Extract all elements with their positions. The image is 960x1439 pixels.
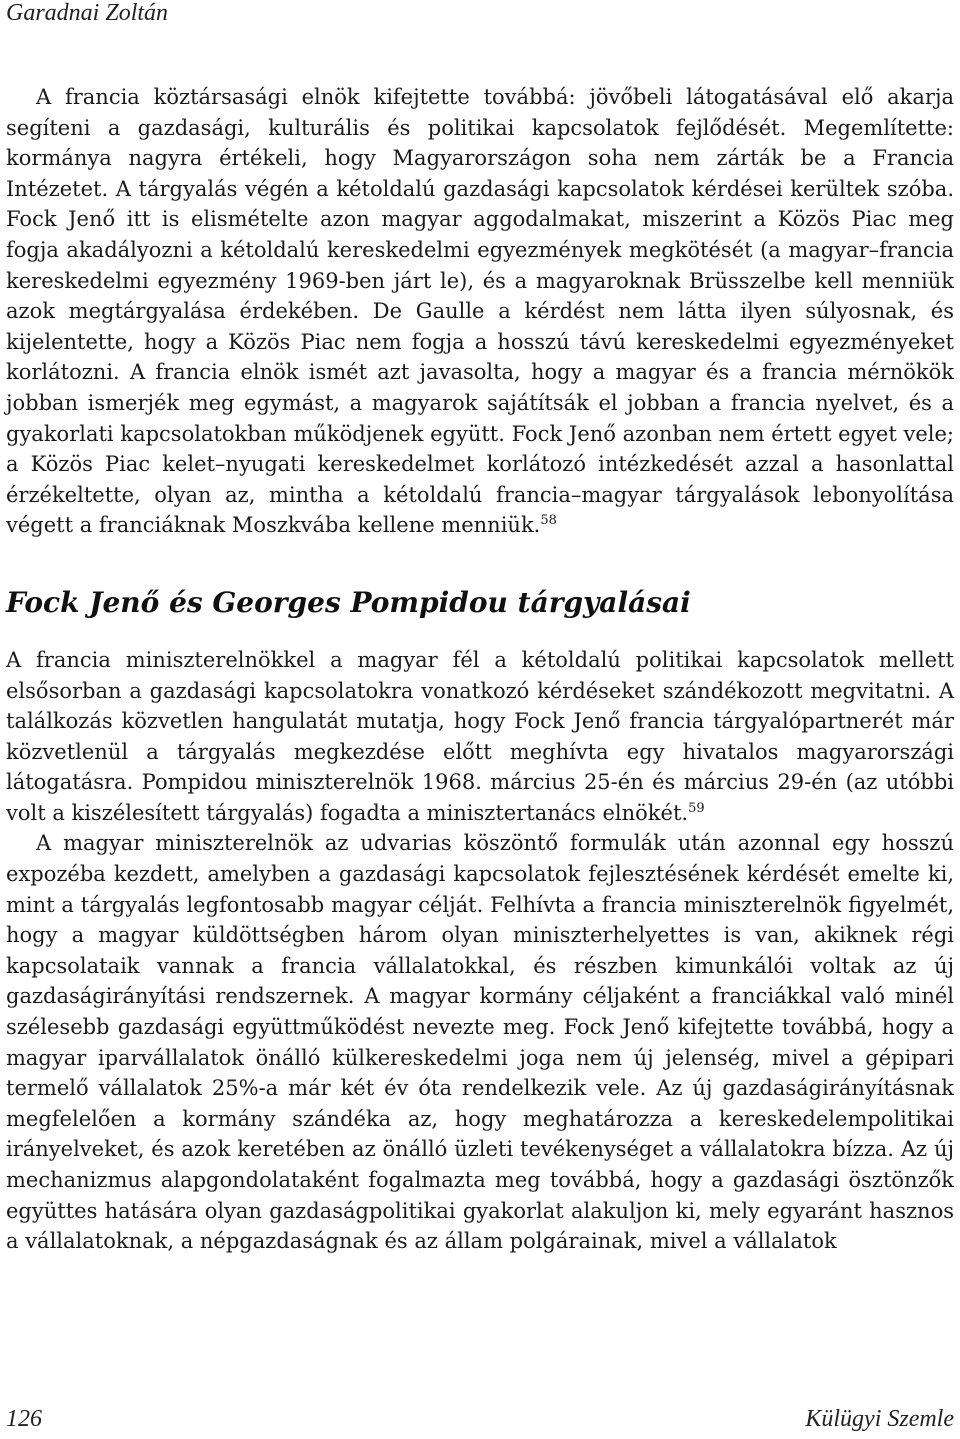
paragraph-text: A magyar miniszterelnök az udvarias köszöntő formulák után azonnal egy hosszú expozéba kezdett, amelyben a gazdasági kapcsolatok fejlesztésének kérdését emelte ki, mint a tárgyalás legfontosabb magyar célját. Felhívta a francia miniszterelnök figyelmét, hogy a magyar küldöttségben három olyan miniszterhelyettes is van, akiknek régi kapcsolataik vannak a francia vállalatokkal, és részben kimunkálói voltak az új gazdaságirányítási rendszernek. A magyar kormány céljaként a franciákkal való minél szélesebb gazdasági együttműködést nevezte meg. Fock Jenő kifejtette továbbá, hogy a magyar iparvállalatok önálló külkereskedelmi joga nem új jelenség, mivel a gépipari termelő vállalatok 25%-a már két év óta rendelkezik vele. Az új gazdaságirányításnak megfelelően a kormány szándéka az, hogy meghatározza a kereskedelempolitikai irányelveket, és azok keretében az önálló üzleti tevékenységet a vállalatokra bízza. Az új mechanizmus alapgondolataként fogalmazta meg továbbá, hogy a gazdasági ösztönzők együttes hatására olyan gazdaságpolitikai gyakorlat alakuljon ki, mely egyaránt hasznos a vállalatoknak, a népgazdaságnak és az állam polgárainak, mivel a vállalatok: [6, 831, 954, 1254]
running-head-author: Garadnai Zoltán: [6, 0, 169, 26]
paragraph-text: A francia köztársasági elnök kifejtette továbbá: jövőbeli látogatásával elő akarja segíteni a gazdasági, kulturális és politikai kapcsolatok fejlődését. Megemlítette: kormánya nagyra értékeli, hogy Magyarországon soha nem zárták be a Francia Intézetet. A tárgyalás végén a kétoldalú gazdasági kapcsolatok kérdései kerültek szóba. Fock Jenő itt is elismételte azon magyar aggodalmakat, miszerint a Közös Piac meg fogja akadályozni a kétoldalú kereskedelmi egyezmények megkötését (a magyar–francia kereskedelmi egyezmény 1969-ben járt le), és a magyaroknak Brüsszelbe kell menniük azok megtárgyalása érdekében. De Gaulle a kérdést nem látta ilyen súlyosnak, és kijelentette, hogy a Közös Piac nem fogja a hosszú távú kereskedelmi egyezményeket korlátozni. A francia elnök ismét azt javasolta, hogy a magyar és a francia mérnökök jobban ismerjék meg egymást, a magyarok sajátítsák el jobban a francia nyelvet, és a gyakorlati kapcsolatokban működjenek együtt. Fock Jenő azonban nem értett egyet vele; a Közös Piac kelet–nyugati kereskedelmet korlátozó intézkedését azzal a hasonlattal érzékeltette, olyan az, mintha a kétoldalú francia–magyar tárgyalások lebonyolítása végett a franciáknak Moszkvába kellene menniük.: [6, 85, 954, 538]
footnote-ref[interactable]: 59: [688, 800, 705, 816]
body-paragraph: [6, 645, 954, 829]
footnote-ref[interactable]: 58: [540, 513, 557, 529]
page-number: 126: [6, 1406, 42, 1432]
paragraph-text: A francia miniszterelnökkel a magyar fél a kétoldalú politikai kapcsolatok mellett elsősorban a gazdasági kapcsolatokra vonatkozó kérdéseket szándékozott megvitatni. A találkozás közvetlen hangulatát mutatja, hogy Fock Jenő francia tárgyalópartnerét már közvetlenül a tárgyalás megkezdése előtt meghívta egy hivatalos magyarországi látogatásra. Pompidou miniszterelnök 1968. március 25-én és március 29-én (az utóbbi volt a kiszélesített tárgyalás) fogadta a minisztertanács elnökét.: [6, 647, 954, 825]
section-heading: Fock Jenő és Georges Pompidou tárgyalásai: [6, 585, 691, 619]
article-body: [6, 82, 954, 1257]
body-paragraph: [6, 82, 954, 541]
journal-title: Külügyi Szemle: [805, 1406, 954, 1432]
body-paragraph: [6, 828, 954, 1256]
